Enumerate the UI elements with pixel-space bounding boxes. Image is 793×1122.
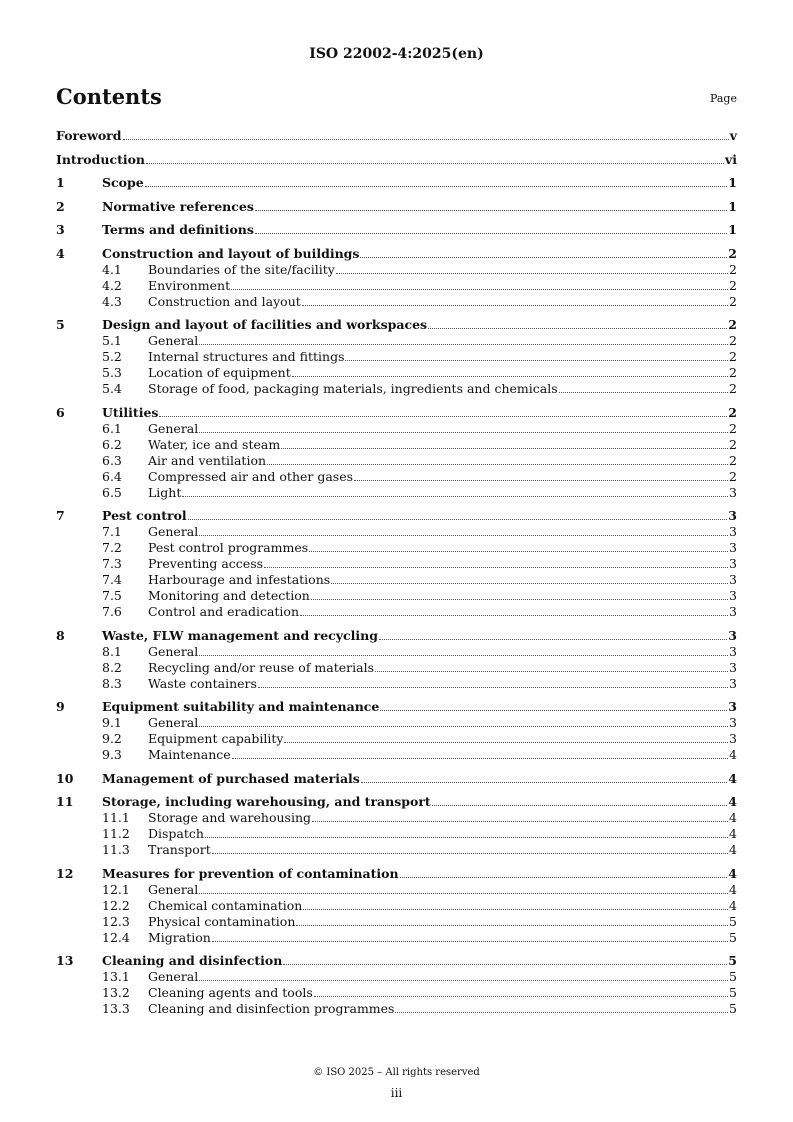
page-number: iii: [390, 1086, 403, 1100]
dot-leader: [432, 805, 728, 806]
dot-leader: [205, 837, 728, 838]
toc-entry-number: 12: [56, 865, 74, 881]
toc-entry-number: 7.6: [102, 604, 122, 619]
toc-entry-page: 2: [729, 261, 737, 277]
toc-entry-title: Monitoring and detection: [148, 588, 310, 603]
copyright-footer: © ISO 2025 – All rights reserved: [313, 1067, 480, 1078]
document-header: ISO 22002-4:2025(en): [309, 46, 484, 62]
toc-entry-page: 2: [729, 381, 737, 396]
toc-entry-number: 12.1: [102, 881, 130, 897]
toc-subentry[interactable]: [56, 381, 737, 397]
toc-entry-page: 2: [729, 293, 737, 309]
dot-leader: [212, 941, 728, 942]
toc-subentry[interactable]: [56, 540, 737, 556]
toc-entry[interactable]: [56, 199, 737, 215]
toc-entry-number: 8.1: [102, 643, 122, 659]
toc-entry[interactable]: [56, 771, 737, 787]
toc-entry-number: 8.3: [102, 675, 122, 691]
toc-entry-page: 3: [729, 572, 737, 587]
toc-subentry[interactable]: [56, 715, 737, 731]
dot-leader: [375, 671, 728, 672]
toc-entry-title: Boundaries of the site/facility: [148, 261, 335, 277]
dot-leader: [188, 519, 728, 520]
dot-leader: [302, 305, 728, 306]
toc-entry-title: Dispatch: [148, 826, 204, 841]
dot-leader: [199, 535, 728, 536]
dot-leader: [311, 599, 728, 600]
toc-entry-title: Storage of food, packaging materials, ingredients and chemicals: [148, 381, 558, 396]
toc-entry-number: 13: [56, 953, 74, 968]
toc-subentry[interactable]: [56, 333, 737, 349]
toc-subentry[interactable]: [56, 262, 737, 278]
dot-leader: [303, 909, 728, 910]
toc-entry-title: Cleaning agents and tools: [148, 985, 313, 1000]
dot-leader: [354, 480, 728, 481]
toc-entry-number: 12.4: [102, 929, 130, 945]
toc-entry-number: 6.5: [102, 484, 122, 500]
toc-entry-title: Design and layout of facilities and workspaces: [102, 317, 428, 332]
toc-entry-title: Preventing access: [148, 556, 264, 571]
toc-entry[interactable]: [56, 175, 737, 191]
toc-entry-page: 3: [729, 675, 737, 691]
toc-subentry[interactable]: [56, 349, 737, 365]
toc-entry-page: 4: [728, 794, 737, 809]
toc-subentry[interactable]: [56, 453, 737, 469]
toc-subentry[interactable]: [56, 421, 737, 437]
toc-entry-page: 1: [728, 222, 737, 237]
dot-leader: [145, 186, 728, 187]
toc-entry-number: 7: [56, 508, 65, 523]
toc-entry-page: 5: [728, 953, 737, 968]
toc-entry-title: Scope: [102, 175, 144, 190]
toc-entry[interactable]: [56, 128, 737, 144]
dot-leader: [232, 758, 728, 759]
dot-leader: [360, 257, 727, 258]
toc-entry-number: 5.3: [102, 365, 122, 380]
toc-entry-title: Introduction: [56, 151, 146, 167]
toc-subentry[interactable]: [56, 747, 737, 763]
toc-subentry[interactable]: [56, 437, 737, 453]
toc-entry-title: Harbourage and infestations: [148, 572, 331, 587]
toc-entry-page: 2: [729, 333, 737, 348]
toc-entry-number: 4.2: [102, 277, 122, 293]
toc-entry-number: 6: [56, 404, 65, 420]
toc-entry-page: 4: [729, 810, 737, 825]
toc-entry-page: 3: [728, 699, 737, 714]
toc-entry-title: General: [148, 715, 199, 730]
dot-leader: [199, 980, 728, 981]
toc-subentry[interactable]: [56, 588, 737, 604]
dot-leader: [212, 853, 728, 854]
toc-entry-number: 11.2: [102, 826, 130, 841]
toc-subentry[interactable]: [56, 365, 737, 381]
toc-entry-page: 4: [729, 897, 737, 913]
toc-entry-number: 7.5: [102, 588, 122, 603]
toc-entry-number: 4.1: [102, 261, 122, 277]
dot-leader: [428, 328, 727, 329]
toc-entry-number: 10: [56, 770, 74, 786]
toc-entry-title: General: [148, 643, 199, 659]
toc-entry-title: Chemical contamination: [148, 897, 303, 913]
toc-entry-page: 3: [728, 627, 737, 643]
toc-subentry[interactable]: [56, 556, 737, 572]
toc-entry-number: 4: [56, 245, 65, 261]
toc-entry[interactable]: [56, 628, 737, 644]
toc-subentry[interactable]: [56, 731, 737, 747]
toc-entry-page: 2: [728, 317, 737, 332]
toc-entry-page: 3: [729, 540, 737, 555]
toc-entry-title: General: [148, 881, 199, 897]
dot-leader: [296, 925, 728, 926]
dot-leader: [199, 432, 728, 433]
toc-entry-title: Equipment suitability and maintenance: [102, 699, 380, 714]
toc-entry-title: General: [148, 333, 199, 348]
dot-leader: [199, 655, 728, 656]
toc-entry-page: 5: [729, 913, 737, 929]
toc-entry-number: 13.1: [102, 969, 130, 984]
dot-leader: [559, 392, 728, 393]
toc-entry-title: Light: [148, 484, 182, 500]
dot-leader: [146, 163, 724, 164]
toc-entry-title: Storage and warehousing: [148, 810, 312, 825]
toc-entry[interactable]: [56, 699, 737, 715]
toc-entry-title: Water, ice and steam: [148, 436, 281, 452]
toc-entry-number: 7.2: [102, 540, 122, 555]
toc-entry-number: 1: [56, 175, 65, 190]
toc-entry-page: 5: [729, 929, 737, 945]
toc-subentry[interactable]: [56, 985, 737, 1001]
toc-entry-page: 3: [729, 588, 737, 603]
toc-subentry[interactable]: [56, 930, 737, 946]
toc-entry-number: 6.3: [102, 452, 122, 468]
toc-entry-number: 7.4: [102, 572, 122, 587]
toc-entry-page: 2: [729, 349, 737, 364]
toc-entry-page: 2: [728, 245, 737, 261]
toc-subentry[interactable]: [56, 524, 737, 540]
toc-entry-page: 2: [729, 365, 737, 380]
toc-entry[interactable]: [56, 317, 737, 333]
toc-entry-title: Normative references: [102, 198, 254, 214]
toc-entry-number: 9: [56, 699, 65, 714]
dot-leader: [284, 742, 728, 743]
toc-entry-title: Compressed air and other gases: [148, 468, 354, 484]
toc-entry-title: Transport: [148, 842, 211, 857]
toc-entry-number: 5.2: [102, 349, 122, 364]
toc-entry-page: 4: [729, 747, 737, 762]
toc-entry-number: 2: [56, 198, 65, 214]
toc-entry-number: 9.2: [102, 731, 122, 746]
toc-entry-title: Pest control programmes: [148, 540, 309, 555]
dot-leader: [199, 893, 728, 894]
toc-entry-number: 8.2: [102, 659, 122, 675]
toc-entry-title: Measures for prevention of contamination: [102, 865, 399, 881]
toc-entry-title: Control and eradication: [148, 604, 299, 619]
toc-entry-page: 5: [729, 985, 737, 1000]
toc-entry-title: Waste, FLW management and recycling: [102, 627, 378, 643]
toc-entry-number: 6.2: [102, 436, 122, 452]
toc-entry-number: 4.3: [102, 293, 122, 309]
toc-subentry[interactable]: [56, 898, 737, 914]
toc-entry-number: 11.1: [102, 810, 130, 825]
dot-leader: [314, 996, 728, 997]
dot-leader: [159, 416, 727, 417]
toc-subentry[interactable]: [56, 810, 737, 826]
toc-entry[interactable]: [56, 794, 737, 810]
toc-subentry[interactable]: [56, 882, 737, 898]
toc-subentry[interactable]: [56, 969, 737, 985]
toc-entry[interactable]: [56, 866, 737, 882]
dot-leader: [199, 726, 728, 727]
dot-leader: [281, 448, 728, 449]
dot-leader: [283, 964, 727, 965]
toc-entry-title: Internal structures and fittings: [148, 349, 345, 364]
toc-subentry[interactable]: [56, 485, 737, 501]
toc-entry-page: 3: [729, 556, 737, 571]
toc-entry-title: Location of equipment: [148, 365, 291, 380]
toc-subentry[interactable]: [56, 469, 737, 485]
toc-subentry[interactable]: [56, 914, 737, 930]
toc-entry-page: 3: [729, 604, 737, 619]
toc-entry-title: Construction and layout of buildings: [102, 245, 360, 261]
toc-entry-page: 4: [729, 842, 737, 857]
toc-entry-title: Air and ventilation: [148, 452, 267, 468]
toc-entry-page: 4: [729, 881, 737, 897]
toc-entry-title: Maintenance: [148, 747, 231, 762]
toc-entry-title: Foreword: [56, 128, 122, 143]
toc-entry-title: Storage, including warehousing, and transport: [102, 794, 431, 809]
toc-entry-page: 2: [729, 436, 737, 452]
toc-entry-page: 5: [729, 1001, 737, 1016]
toc-entry-number: 6.1: [102, 420, 122, 436]
toc-entry-title: Management of purchased materials: [102, 770, 360, 786]
dot-leader: [331, 583, 728, 584]
toc-entry-number: 11.3: [102, 842, 130, 857]
toc-entry-page: 2: [729, 420, 737, 436]
dot-leader: [231, 289, 728, 290]
toc-entry-title: General: [148, 420, 199, 436]
toc-entry-page: 3: [729, 484, 737, 500]
dot-leader: [292, 376, 728, 377]
toc-subentry[interactable]: [56, 676, 737, 692]
toc-entry-page: 1: [728, 198, 737, 214]
dot-leader: [123, 139, 729, 140]
table-of-contents: [56, 128, 737, 1017]
toc-entry-title: Physical contamination: [148, 913, 296, 929]
dot-leader: [336, 273, 728, 274]
toc-entry-number: 12.3: [102, 913, 130, 929]
toc-entry-page: 2: [729, 468, 737, 484]
toc-entry-number: 7.3: [102, 556, 122, 571]
toc-entry-page: 3: [729, 524, 737, 539]
toc-subentry[interactable]: [56, 644, 737, 660]
toc-entry[interactable]: [56, 508, 737, 524]
toc-subentry[interactable]: [56, 294, 737, 310]
dot-leader: [264, 567, 728, 568]
toc-entry-number: 7.1: [102, 524, 122, 539]
toc-entry-page: 4: [728, 865, 737, 881]
toc-entry-number: 5.1: [102, 333, 122, 348]
toc-entry-page: 2: [728, 404, 737, 420]
toc-entry-number: 5.4: [102, 381, 122, 396]
toc-entry-number: 9.3: [102, 747, 122, 762]
toc-entry-title: Terms and definitions: [102, 222, 254, 237]
dot-leader: [395, 1012, 728, 1013]
toc-entry-number: 6.4: [102, 468, 122, 484]
toc-entry-number: 5: [56, 317, 65, 332]
dot-leader: [255, 233, 727, 234]
dot-leader: [300, 615, 728, 616]
contents-title: Contents: [56, 84, 162, 109]
toc-subentry[interactable]: [56, 660, 737, 676]
toc-subentry[interactable]: [56, 572, 737, 588]
toc-entry-page: 3: [729, 659, 737, 675]
toc-entry-title: Cleaning and disinfection programmes: [148, 1001, 395, 1016]
dot-leader: [400, 877, 728, 878]
toc-subentry[interactable]: [56, 1001, 737, 1017]
toc-entry-number: 3: [56, 222, 65, 237]
toc-entry-page: 3: [729, 643, 737, 659]
toc-entry-title: Equipment capability: [148, 731, 284, 746]
toc-entry-title: General: [148, 969, 199, 984]
toc-entry-page: 2: [729, 277, 737, 293]
dot-leader: [312, 821, 728, 822]
toc-entry-title: Recycling and/or reuse of materials: [148, 659, 374, 675]
toc-subentry[interactable]: [56, 604, 737, 620]
toc-entry-title: Pest control: [102, 508, 187, 523]
page-column-label: Page: [709, 92, 737, 105]
toc-subentry[interactable]: [56, 278, 737, 294]
toc-entry-title: Construction and layout: [148, 293, 301, 309]
dot-leader: [199, 344, 728, 345]
toc-entry-title: Environment: [148, 277, 231, 293]
toc-entry-page: 2: [729, 452, 737, 468]
toc-entry-title: Waste containers: [148, 675, 257, 691]
toc-subentry[interactable]: [56, 842, 737, 858]
toc-entry[interactable]: [56, 405, 737, 421]
toc-entry-number: 13.3: [102, 1001, 130, 1016]
toc-entry[interactable]: [56, 953, 737, 969]
dot-leader: [255, 210, 727, 211]
dot-leader: [182, 496, 728, 497]
toc-entry-title: Migration: [148, 929, 211, 945]
toc-subentry[interactable]: [56, 826, 737, 842]
toc-entry-number: 8: [56, 627, 65, 643]
toc-entry-title: General: [148, 524, 199, 539]
toc-entry-title: Cleaning and disinfection: [102, 953, 283, 968]
toc-entry-page: 5: [729, 969, 737, 984]
toc-entry-page: 4: [729, 826, 737, 841]
dot-leader: [345, 360, 728, 361]
dot-leader: [361, 782, 727, 783]
toc-entry[interactable]: [56, 152, 737, 168]
toc-entry[interactable]: [56, 222, 737, 238]
toc-entry-page: 1: [728, 175, 737, 190]
toc-entry[interactable]: [56, 246, 737, 262]
toc-entry-page: vi: [724, 151, 737, 167]
toc-entry-number: 13.2: [102, 985, 130, 1000]
toc-entry-page: 4: [728, 770, 737, 786]
dot-leader: [379, 639, 727, 640]
toc-entry-page: 3: [729, 715, 737, 730]
dot-leader: [380, 710, 727, 711]
toc-entry-page: 3: [728, 508, 737, 523]
toc-entry-title: Utilities: [102, 404, 159, 420]
toc-entry-number: 9.1: [102, 715, 122, 730]
toc-entry-page: 3: [729, 731, 737, 746]
toc-entry-number: 11: [56, 794, 74, 809]
dot-leader: [267, 464, 728, 465]
dot-leader: [309, 551, 728, 552]
toc-entry-page: v: [729, 128, 737, 143]
dot-leader: [258, 687, 728, 688]
toc-entry-number: 12.2: [102, 897, 130, 913]
